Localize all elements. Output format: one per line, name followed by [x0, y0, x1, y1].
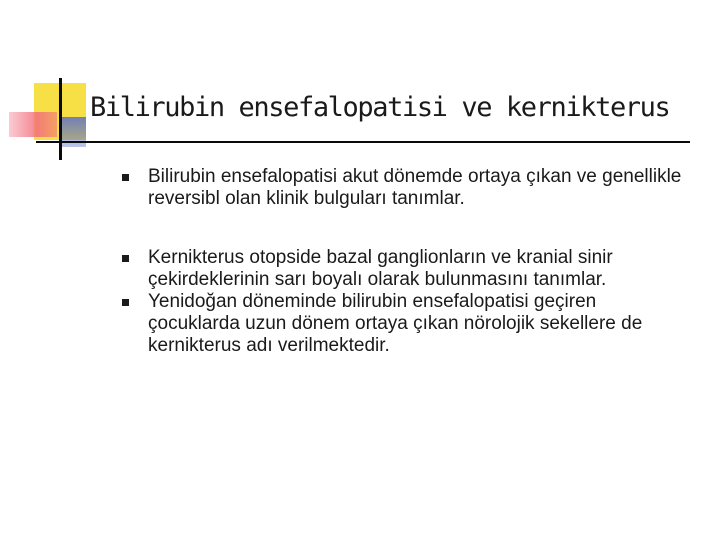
square-bullet-icon — [122, 174, 129, 181]
bullet-text: Kernikterus otopside bazal ganglionların ve kranial sinir çekirdeklerinin sarı boyalı olarak bulunmasını tanımlar. — [148, 247, 613, 290]
bullet-list — [122, 166, 682, 357]
bullet-text: Yenidoğan döneminde bilirubin ensefalopatisi geçiren çocuklarda uzun dönem ortaya çıkan nörolojik sekellere de kernikterus adı verilmektedir. — [148, 291, 643, 356]
slide-title: Bilirubin ensefalopatisi ve kernikterus — [90, 92, 670, 123]
square-bullet-icon — [122, 299, 129, 306]
title-underline — [36, 141, 690, 143]
list-item — [122, 247, 682, 291]
square-bullet-icon — [122, 255, 129, 262]
pink-bar — [9, 112, 57, 137]
slide-decoration-logo — [0, 0, 120, 170]
list-item — [122, 166, 682, 210]
vertical-rule — [59, 78, 62, 160]
list-item — [122, 291, 682, 357]
bullet-text: Bilirubin ensefalopatisi akut dönemde ortaya çıkan ve genellikle reversibl olan klinik bulguları tanımlar. — [148, 166, 682, 209]
